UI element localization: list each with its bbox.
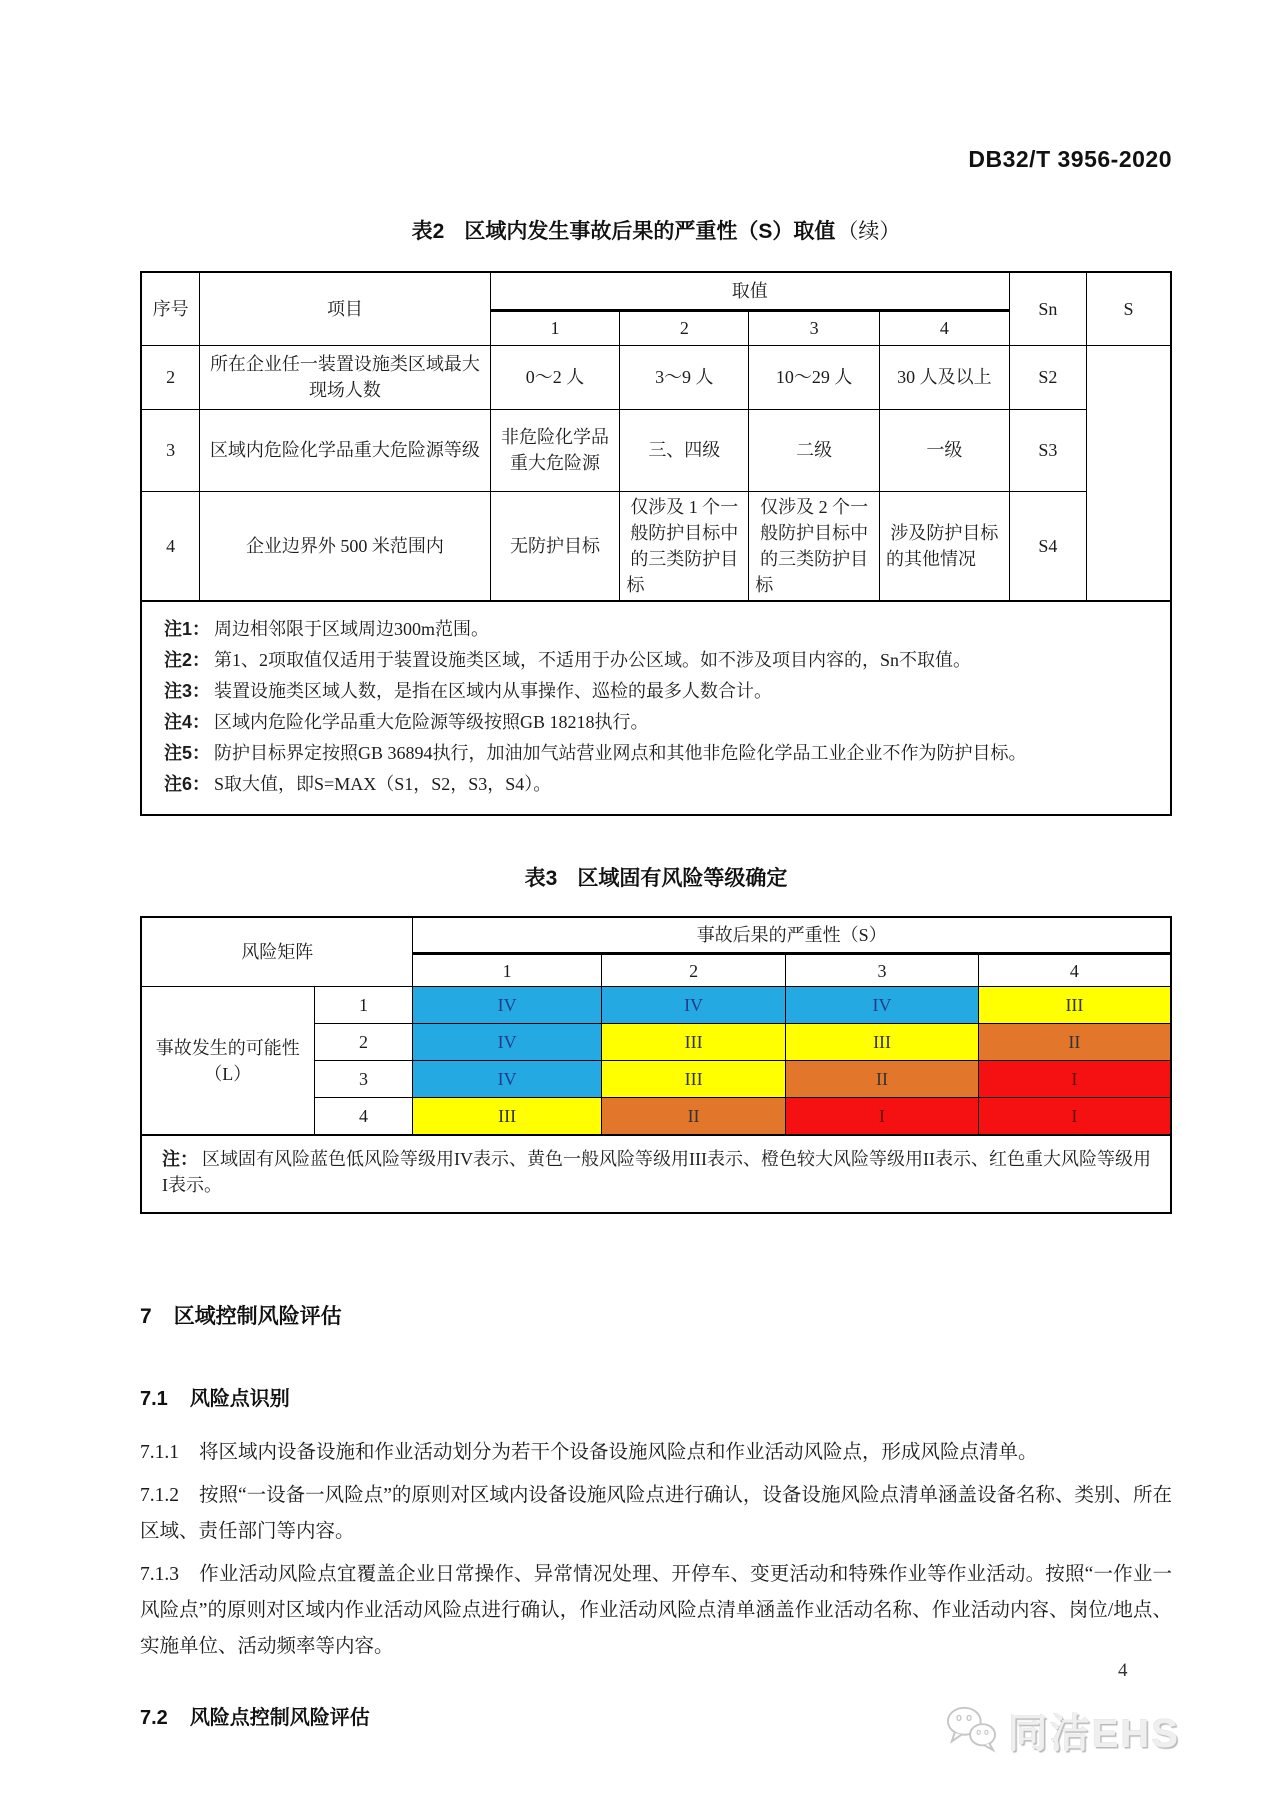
likelihood-label: 事故发生的可能性（L） (141, 987, 314, 1135)
value-col-1-header: 1 (490, 310, 620, 345)
paragraph-number: 7.1.2 (140, 1485, 179, 1507)
notes-row (141, 1135, 1171, 1213)
value-cell: 30 人及以上 (879, 345, 1009, 409)
severity-col-3-header: 3 (786, 954, 979, 987)
severity-header: 事故后果的严重性（S） (413, 917, 1171, 954)
paragraph-7-1-2 (140, 1478, 1172, 1550)
note-label: 注2： (164, 649, 211, 670)
matrix-cell: I (786, 1098, 979, 1135)
paragraph-text: 按照“一设备一风险点”的原则对区域内设备设施风险点进行确认，设备设施风险点清单涵盖设备名称、类别、所在区域、责任部门等内容。 (140, 1485, 1172, 1543)
note-line (164, 645, 1160, 676)
table2-title-text: 区域内发生事故后果的严重性（S）取值 (464, 220, 836, 243)
note-line (164, 738, 1160, 769)
note-line (164, 614, 1160, 645)
matrix-cell: IV (601, 987, 785, 1024)
note-label: 注1： (164, 618, 211, 639)
table2-title-continued: （续） (837, 219, 901, 243)
table-row (141, 345, 1171, 409)
matrix-cell: IV (413, 987, 601, 1024)
section-heading-7 (140, 1300, 1172, 1330)
table2-title (140, 215, 1172, 245)
standard-code-header: DB32/T 3956-2020 (968, 146, 1172, 172)
matrix-cell: I (978, 1098, 1171, 1135)
item-cell: 企业边界外 500 米范围内 (200, 491, 490, 601)
likelihood-level: 3 (314, 1061, 413, 1098)
note-label: 注： (162, 1148, 198, 1169)
matrix-cell: IV (786, 987, 979, 1024)
note-label: 注4： (164, 711, 211, 732)
value-cell: 仅涉及 1 个一般防护目标中的三类防护目标 (620, 491, 749, 601)
note-label: 注3： (164, 680, 211, 701)
note-text: 周边相邻限于区域周边300m范围。 (214, 618, 490, 639)
value-cell: 一级 (879, 409, 1009, 491)
notes-row (141, 601, 1171, 815)
table3-title-text: 区域固有风险等级确定 (577, 866, 788, 890)
likelihood-level: 1 (314, 987, 413, 1024)
paragraph-text: 将区域内设备设施和作业活动划分为若干个设备设施风险点和作业活动风险点，形成风险点清单。 (199, 1442, 1038, 1464)
table3-note (141, 1135, 1171, 1213)
section-number: 7 (140, 1305, 152, 1329)
note-text: 防护目标界定按照GB 36894执行，加油加气站营业网点和其他非危险化学品工业企业不作为防护目标。 (214, 742, 1027, 763)
paragraph-7-1-3 (140, 1557, 1172, 1665)
value-cell: 三、四级 (620, 409, 749, 491)
severity-col-2-header: 2 (601, 954, 785, 987)
note-line (164, 769, 1160, 800)
value-cell: 涉及防护目标的其他情况 (879, 491, 1009, 601)
matrix-cell: IV (413, 1061, 601, 1098)
severity-col-1-header: 1 (413, 954, 601, 987)
value-cell: 非危险化学品重大危险源 (490, 409, 620, 491)
sn-cell: S3 (1009, 409, 1086, 491)
value-cell: 二级 (749, 409, 880, 491)
note-label: 注5： (164, 742, 211, 763)
page-content (140, 0, 1172, 1730)
severity-col-4-header: 4 (978, 954, 1171, 987)
section-title: 风险点识别 (189, 1388, 290, 1411)
value-cell: 0～2 人 (490, 345, 620, 409)
table3-title (140, 862, 1172, 892)
sn-cell: S2 (1009, 345, 1086, 409)
note-label: 注6： (164, 773, 211, 794)
table2-notes (141, 601, 1171, 815)
paragraph-7-1-1 (140, 1435, 1172, 1471)
paragraph-number: 7.1.3 (140, 1564, 179, 1586)
matrix-cell: II (786, 1061, 979, 1098)
col-sn-header: Sn (1009, 272, 1086, 345)
value-cell: 3～9 人 (620, 345, 749, 409)
sn-cell: S4 (1009, 491, 1086, 601)
table-row (141, 491, 1171, 601)
item-cell: 所在企业任一装置设施类区域最大现场人数 (200, 345, 490, 409)
col-seq-header: 序号 (141, 272, 200, 345)
section-heading-7-1 (140, 1382, 1172, 1411)
value-cell: 仅涉及 2 个一般防护目标中的三类防护目标 (749, 491, 880, 601)
table2-title-number: 表2 (411, 220, 445, 243)
value-col-4-header: 4 (879, 310, 1009, 345)
severity-value-table (140, 271, 1172, 816)
value-col-3-header: 3 (749, 310, 880, 345)
note-line (164, 707, 1160, 738)
note-text: 区域内危险化学品重大危险源等级按照GB 18218执行。 (214, 711, 649, 732)
likelihood-level: 4 (314, 1098, 413, 1135)
page-number: 4 (1118, 1660, 1128, 1681)
likelihood-level: 2 (314, 1024, 413, 1061)
seq-cell: 3 (141, 409, 200, 491)
note-text: 装置设施类区域人数，是指在区域内从事操作、巡检的最多人数合计。 (214, 680, 773, 701)
section-number: 7.1 (140, 1388, 168, 1411)
section-title: 区域控制风险评估 (173, 1305, 342, 1329)
value-cell: 10～29 人 (749, 345, 880, 409)
matrix-cell: III (978, 987, 1171, 1024)
value-cell: 无防护目标 (490, 491, 620, 601)
paragraph-number: 7.1.1 (140, 1442, 179, 1464)
seq-cell: 4 (141, 491, 200, 601)
matrix-cell: III (601, 1024, 785, 1061)
note-text: S取大值，即S=MAX（S1，S2，S3，S4）。 (214, 773, 552, 794)
watermark (942, 1702, 1180, 1759)
note-line (164, 676, 1160, 707)
matrix-cell: I (978, 1061, 1171, 1098)
matrix-cell: II (601, 1098, 785, 1135)
wechat-icon (942, 1703, 1000, 1758)
item-cell: 区域内危险化学品重大危险源等级 (200, 409, 490, 491)
section-title: 风险点控制风险评估 (189, 1707, 370, 1730)
col-item-header: 项目 (200, 272, 490, 345)
watermark-text: 同洁EHS (1007, 1712, 1180, 1756)
s-merged-cell (1087, 345, 1172, 601)
matrix-cell: III (786, 1024, 979, 1061)
table-row (141, 409, 1171, 491)
matrix-cell: III (413, 1098, 601, 1135)
matrix-cell: III (601, 1061, 785, 1098)
matrix-row (141, 987, 1171, 1024)
matrix-cell: II (978, 1024, 1171, 1061)
note-text: 第1、2项取值仅适用于装置设施类区域，不适用于办公区域。如不涉及项目内容的，Sn不取值。 (214, 649, 972, 670)
table3-title-number: 表3 (524, 866, 558, 890)
value-col-2-header: 2 (620, 310, 749, 345)
matrix-cell: IV (413, 1024, 601, 1061)
paragraph-text: 作业活动风险点宜覆盖企业日常操作、异常情况处理、开停车、变更活动和特殊作业等作业活动。按照“一作业一风险点”的原则对区域内作业活动风险点进行确认，作业活动风险点清单涵盖作业活动名称、作业活动内容、岗位/地点、实施单位、活动频率等内容。 (140, 1564, 1172, 1658)
section-number: 7.2 (140, 1707, 168, 1730)
risk-matrix-table (140, 916, 1172, 1214)
note-text: 区域固有风险蓝色低风险等级用IV表示、黄色一般风险等级用III表示、橙色较大风险等级用II表示、红色重大风险等级用I表示。 (162, 1148, 1151, 1195)
matrix-corner-header: 风险矩阵 (141, 917, 413, 987)
col-s-header: S (1087, 272, 1172, 345)
col-value-header: 取值 (490, 272, 1009, 310)
seq-cell: 2 (141, 345, 200, 409)
